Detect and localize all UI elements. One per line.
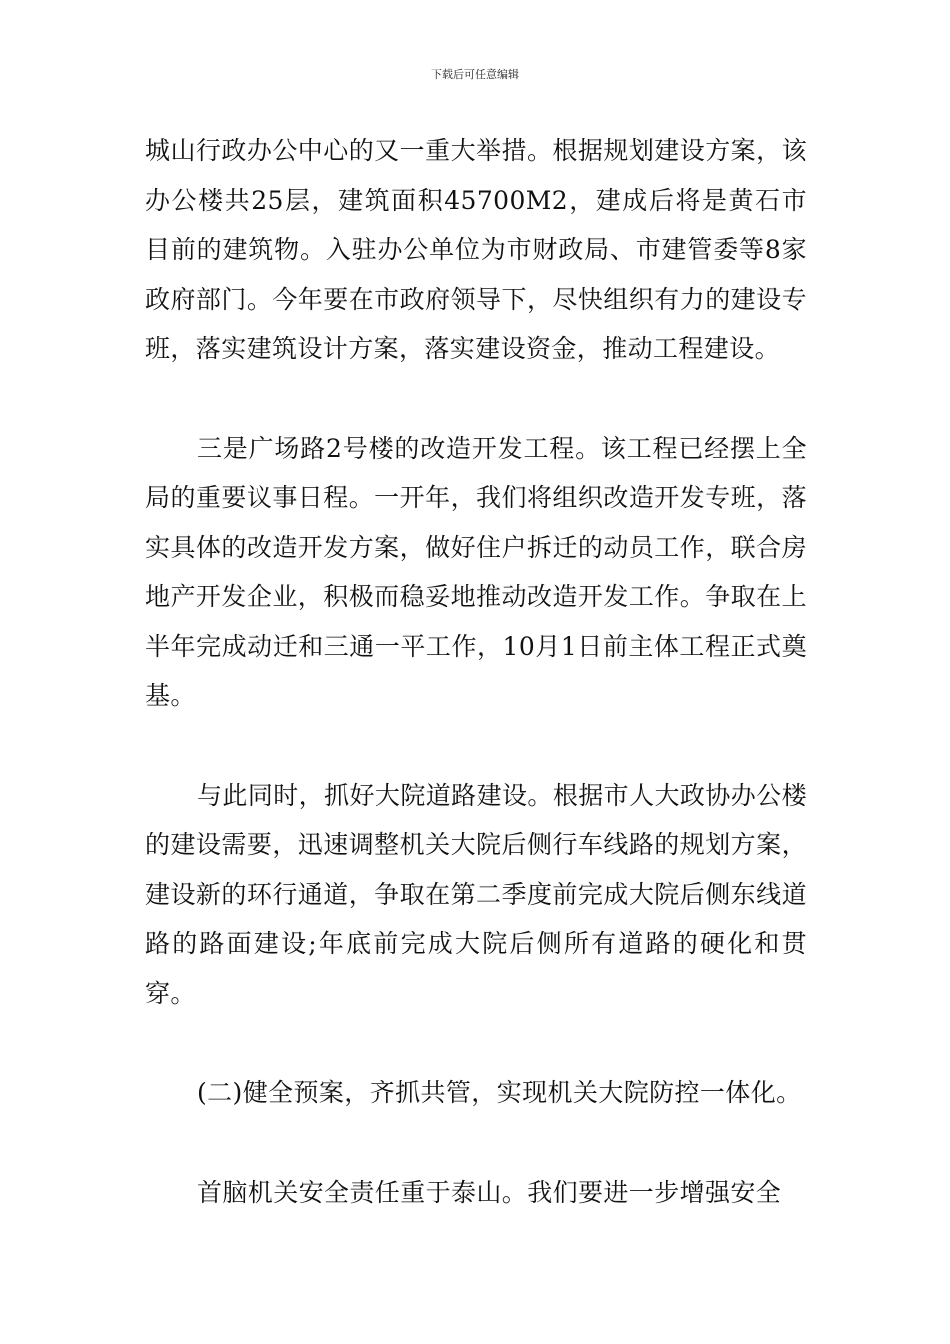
page-header: 下载后可任意编辑: [431, 68, 519, 81]
paragraph-continuation: 城山行政办公中心的又一重大举措。根据规划建设方案，该办公楼共25层，建筑面积45700M2，建成后将是黄石市目前的建筑物。入驻办公单位为市财政局、市建管委等8家政府部门。今年要在市政府领导下，尽快组织有力的建设专班，落实建筑设计方案，落实建设资金，推动工程建设。: [145, 136, 807, 363]
section-heading: (二)健全预案，齐抓共管，实现机关大院防控一体化。: [197, 1078, 802, 1107]
paragraph-square-road-project: 三是广场路2号楼的改造开发工程。该工程已经摆上全局的重要议事日程。一开年，我们将组织改造开发专班，落实具体的改造开发方案，做好住户拆迁的动员工作，联合房地产开发企业，积极而稳妥地推动改造开发工作。争取在上半年完成动迁和三通一平工作，10月1日前主体工程正式奠基。: [145, 433, 807, 710]
paragraph-security: 首脑机关安全责任重于泰山。我们要进一步增强安全: [197, 1177, 782, 1207]
paragraph-gap: [145, 721, 807, 771]
paragraph-gap: [145, 374, 807, 424]
document-body: [145, 126, 807, 1217]
paragraph-road-construction: 与此同时，抓好大院道路建设。根据市人大政协办公楼的建设需要，迅速调整机关大院后侧行车线路的规划方案，建设新的环行通道，争取在第二季度前完成大院后侧东线道路的路面建设;年底前完成大院后侧所有道路的硬化和贯穿。: [145, 780, 807, 1008]
paragraph-gap: [145, 1118, 807, 1168]
paragraph-gap: [145, 1018, 807, 1068]
